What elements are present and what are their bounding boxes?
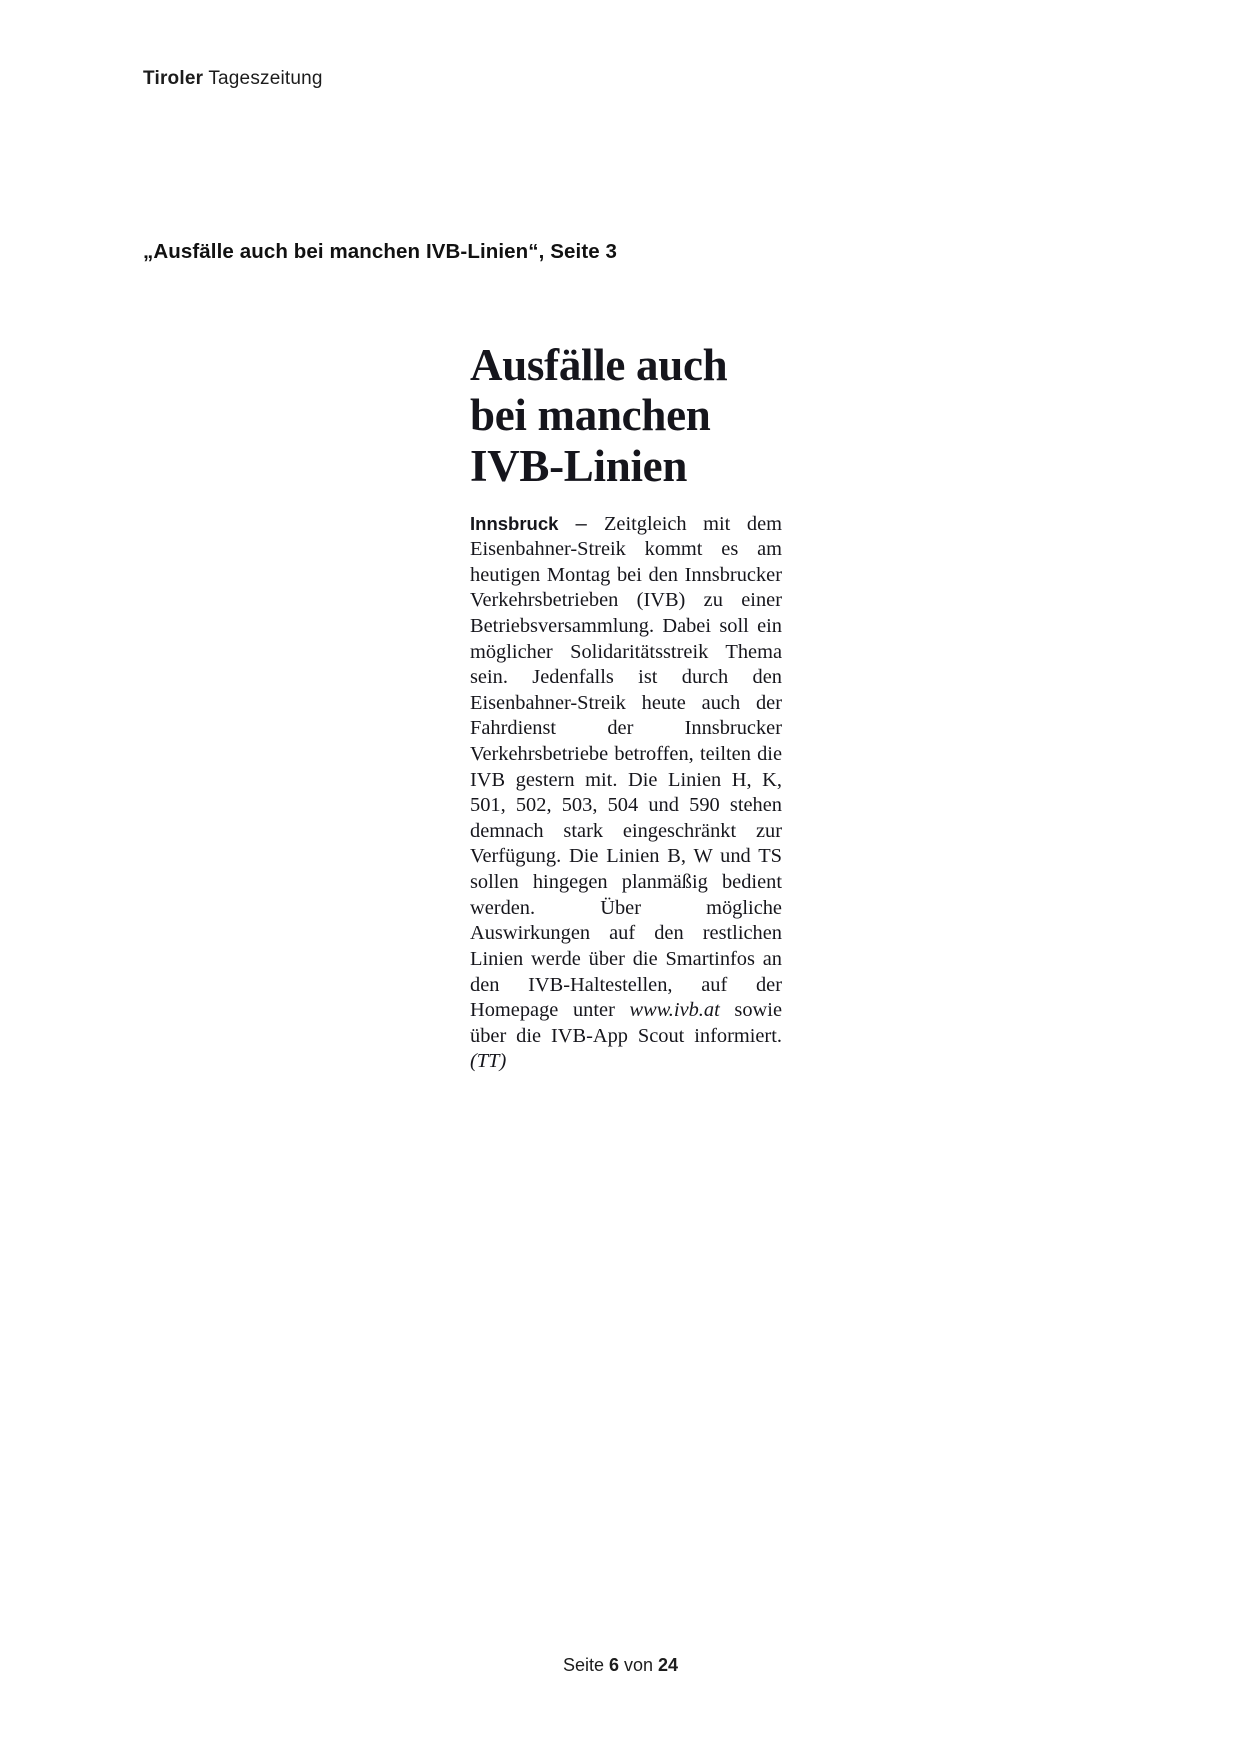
clipping-headline-line-2: bei manchen [470,390,711,441]
clipping-url: www.ivb.at [629,999,720,1022]
publication-masthead [143,68,323,90]
footer-middle: von [618,1655,659,1675]
clipping-body-main: Zeitgleich mit dem Eisenbahner-Streik kommt es am heutigen Montag bei den Innsbrucker Verkehrsbetrieben (IVB) zu einer Betriebsversammlung. Dabei soll ein möglicher Solidaritätsstreik Thema sein. Jedenfalls ist durch den Eisenbahner-Streik heute auch der Fahrdienst der Innsbrucker Verkehrsbetriebe betroffen, teilten die IVB gestern mit. Die Linien H, K, 501, 502, 503, 504 und 590 stehen demnach stark eingeschränkt zur Verfügung. Die Linien B, W und TS sollen hingegen planmäßig bedient werden. Über mögliche Auswirkungen auf den restlichen Linien werde über die Smartinfos an den IVB-Haltestellen, auf der Homepage unter [470,512,782,1022]
clipping-body-tail: sowie über die IVB-App Scout informiert. [470,999,782,1047]
masthead-brand-bold: Tiroler [143,68,204,89]
newspaper-clipping [470,340,782,1095]
masthead-brand-rest: Tageszeitung [203,68,323,89]
article-reference-heading: „Ausfälle auch bei manchen IVB-Linien“, Seite 3 [143,240,618,263]
clipping-dateline-dash: – [558,512,604,535]
clipping-headline-line-3: IVB-Linien [470,440,688,491]
page-footer [0,1655,1241,1676]
clipping-body-text [470,512,782,1075]
clipping-headline [470,340,782,491]
clipping-dateline: Innsbruck [470,512,559,534]
footer-total-pages: 24 [658,1655,679,1675]
clipping-credit: (TT) [470,1050,507,1073]
footer-page-number: 6 [608,1655,619,1675]
clipping-headline-line-1: Ausfälle auch [470,340,728,390]
footer-prefix: Seite [562,1655,609,1675]
